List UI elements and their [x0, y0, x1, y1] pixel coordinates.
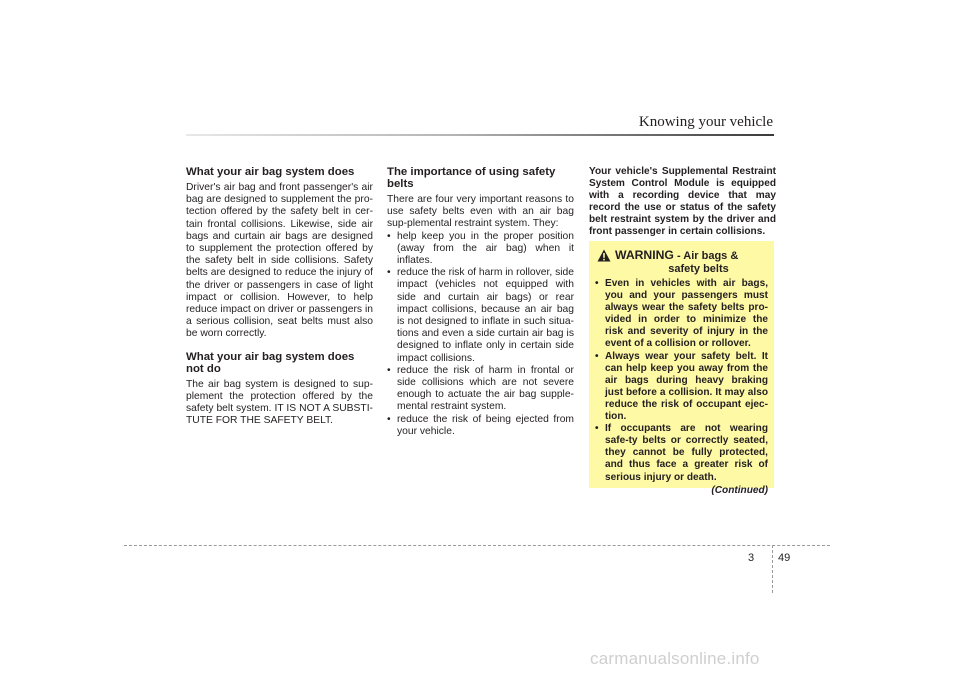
right-column: [589, 166, 776, 239]
warning-title: - Air bags &: [676, 250, 739, 262]
section-intro-safety-belts: There are four very important reasons to use safety belts even with an air bag sup-plemental restraint system. They:: [387, 194, 574, 230]
section-body-what-airbag-does-not-do: The air bag system is designed to sup-plement the protection offered by the safety belt system. IT IS NOT A SUBSTI-TUTE FOR THE SAFETY BELT.: [186, 378, 373, 427]
list-item: • Even in vehicles with air bags, you and your passengers must always wear the safety belts pro-vided in order to minimize the risk and severity of injury in the event of a collision or rollover.: [595, 278, 768, 351]
header-rule: [186, 134, 774, 136]
page-header-title: Knowing your vehicle: [638, 114, 773, 130]
list-item: • reduce the risk of being ejected from your vehicle.: [387, 414, 574, 438]
warning-list: [595, 278, 768, 484]
watermark: carmanualsonline.info: [590, 649, 760, 668]
footer-rule: [124, 545, 830, 546]
list-item: • If occupants are not wearing safe-ty belts or correctly seated, they cannot be fully protected, and thus face a greater risk of serious injury or death.: [595, 423, 768, 483]
list-item: • Always wear your safety belt. It can help keep you away from the air bags during heavy braking just before a collision. It may also reduce the risk of occupant ejec-tion.: [595, 351, 768, 424]
srs-recording-note: Your vehicle's Supplemental Restraint System Control Module is equipped with a recording device that may record the use or status of the safety belt restraint system by the driver and front passenger in certain collisions.: [589, 166, 776, 238]
chapter-number: 3: [748, 552, 755, 564]
list-item: • reduce the risk of harm in rollover, side impact (vehicles not equipped with side and curtain air bags) or rear impact collisions, because an air bag is not designed to inflate in such situa-tions and even a side curtain air bag is designed to inflate only in certain side impact collisions.: [387, 267, 574, 365]
safety-belt-reasons-list: [387, 231, 574, 438]
page-number: 49: [778, 552, 791, 564]
footer-divider: [772, 545, 773, 593]
list-item: • reduce the risk of harm in frontal or side collisions which are not severe enough to actuate the air bag supple-mental restraint system.: [387, 365, 574, 414]
warning-triangle-icon: [597, 249, 611, 266]
section-heading-what-airbag-does: What your air bag system does: [186, 166, 355, 178]
middle-column: [387, 166, 574, 438]
section-heading-what-airbag-does-not-do: What your air bag system does not do: [186, 350, 355, 375]
continued-note: (Continued): [711, 484, 768, 496]
warning-title-line2: safety belts: [668, 262, 729, 275]
section-heading-importance-safety-belts: The importance of using safety belts: [387, 166, 556, 190]
list-item: • help keep you in the proper position (away from the air bag) when it inflates.: [387, 231, 574, 268]
left-column: [186, 166, 373, 427]
warning-label: WARNING: [615, 248, 674, 262]
section-body-what-airbag-does: Driver's air bag and front passenger's air bag are designed to supplement the pro-tection offered by the safety belt in cer-tain frontal collisions. Likewise, side air bags and curtain air bags are designed to supplement the protection offered by the safety belt in side collisions. Safety belts are designed to reduce the injury of the driver or passengers in case of light impact or collision. However, to help reduce impact on driver or passengers in a serious collision, seat belts must also be worn correctly.: [186, 182, 373, 340]
warning-box: [589, 241, 774, 496]
warning-heading: [595, 249, 768, 275]
